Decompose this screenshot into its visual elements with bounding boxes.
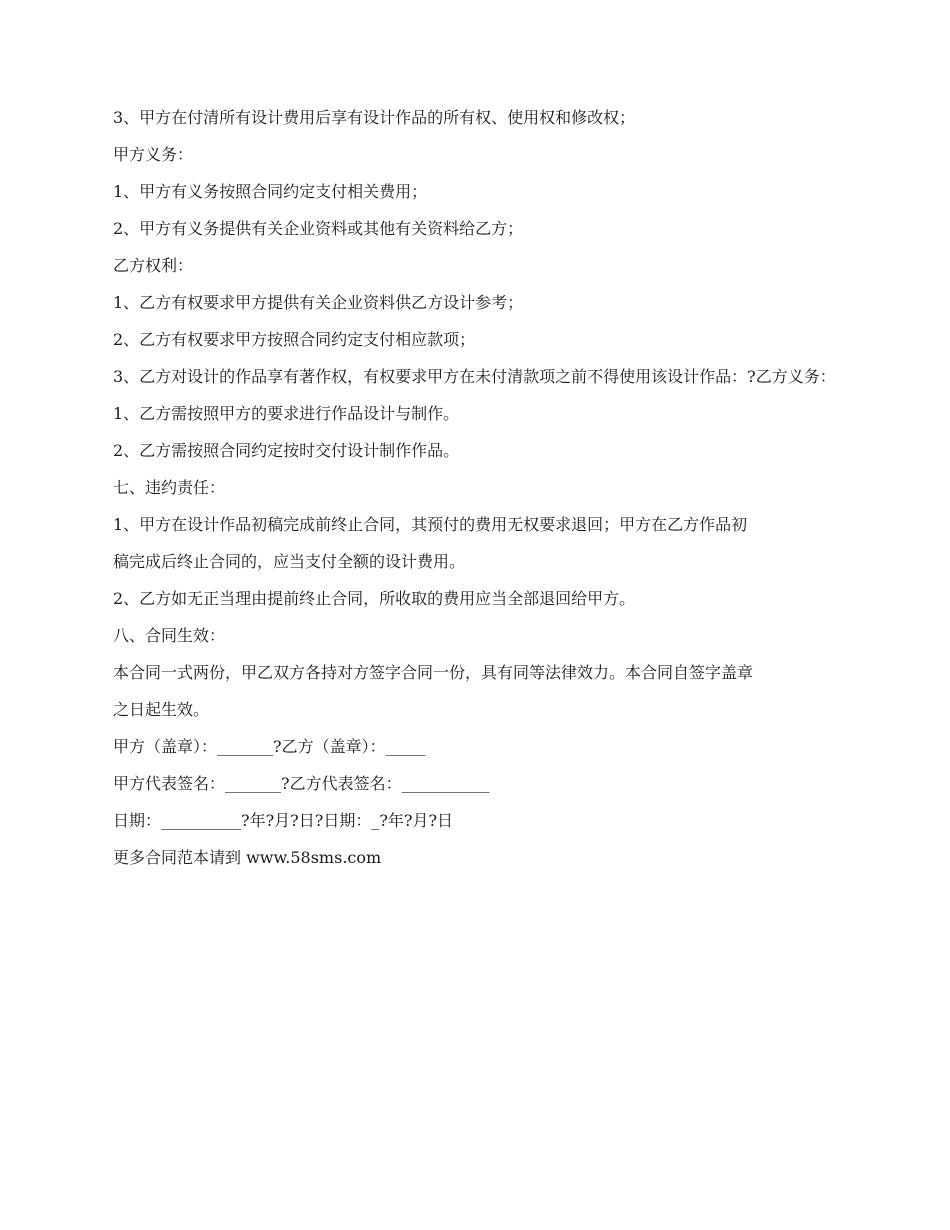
clause-paragraph: 2、甲方有义务提供有关企业资料或其他有关资料给乙方； bbox=[113, 219, 524, 238]
section-heading: 八、合同生效： bbox=[113, 626, 226, 645]
clause-paragraph: 1、乙方需按照甲方的要求进行作品设计与制作。 bbox=[113, 404, 460, 423]
clause-paragraph: 1、甲方有义务按照合同约定支付相关费用； bbox=[113, 182, 428, 201]
document-body bbox=[113, 108, 843, 885]
clause-paragraph: 3、乙方对设计的作品享有著作权，有权要求甲方在未付清款项之前不得使用该设计作品：?乙方义务： bbox=[113, 367, 836, 386]
clause-paragraph: 3、甲方在付清所有设计费用后享有设计作品的所有权、使用权和修改权； bbox=[113, 108, 636, 127]
footer-note: 更多合同范本请到 www.58sms.com bbox=[113, 848, 382, 867]
clause-paragraph: 本合同一式两份，甲乙双方各持对方签字合同一份，具有同等法律效力。本合同自签字盖章 bbox=[113, 663, 754, 682]
section-heading: 七、违约责任： bbox=[113, 478, 226, 497]
clause-paragraph: 稿完成后终止合同的，应当支付全额的设计费用。 bbox=[113, 552, 466, 571]
clause-paragraph: 2、乙方如无正当理由提前终止合同，所收取的费用应当全部退回给甲方。 bbox=[113, 589, 636, 608]
clause-paragraph: 2、乙方有权要求甲方按照合同约定支付相应款项； bbox=[113, 330, 476, 349]
clause-paragraph: 1、乙方有权要求甲方提供有关企业资料供乙方设计参考； bbox=[113, 293, 524, 312]
signature-line-seal: 甲方（盖章）：_______?乙方（盖章）：_____ bbox=[113, 737, 426, 756]
clause-paragraph: 之日起生效。 bbox=[113, 700, 210, 719]
signature-line-representative: 甲方代表签名：_______?乙方代表签名：___________ bbox=[113, 774, 490, 793]
clause-paragraph: 2、乙方需按照合同约定按时交付设计制作作品。 bbox=[113, 441, 460, 460]
section-heading: 乙方权利： bbox=[113, 256, 194, 275]
clause-paragraph: 1、甲方在设计作品初稿完成前终止合同，其预付的费用无权要求退回；甲方在乙方作品初 bbox=[113, 515, 748, 534]
section-heading: 甲方义务： bbox=[113, 145, 194, 164]
signature-line-date: 日期：__________?年?月?日?日期：_?年?月?日 bbox=[113, 811, 454, 830]
